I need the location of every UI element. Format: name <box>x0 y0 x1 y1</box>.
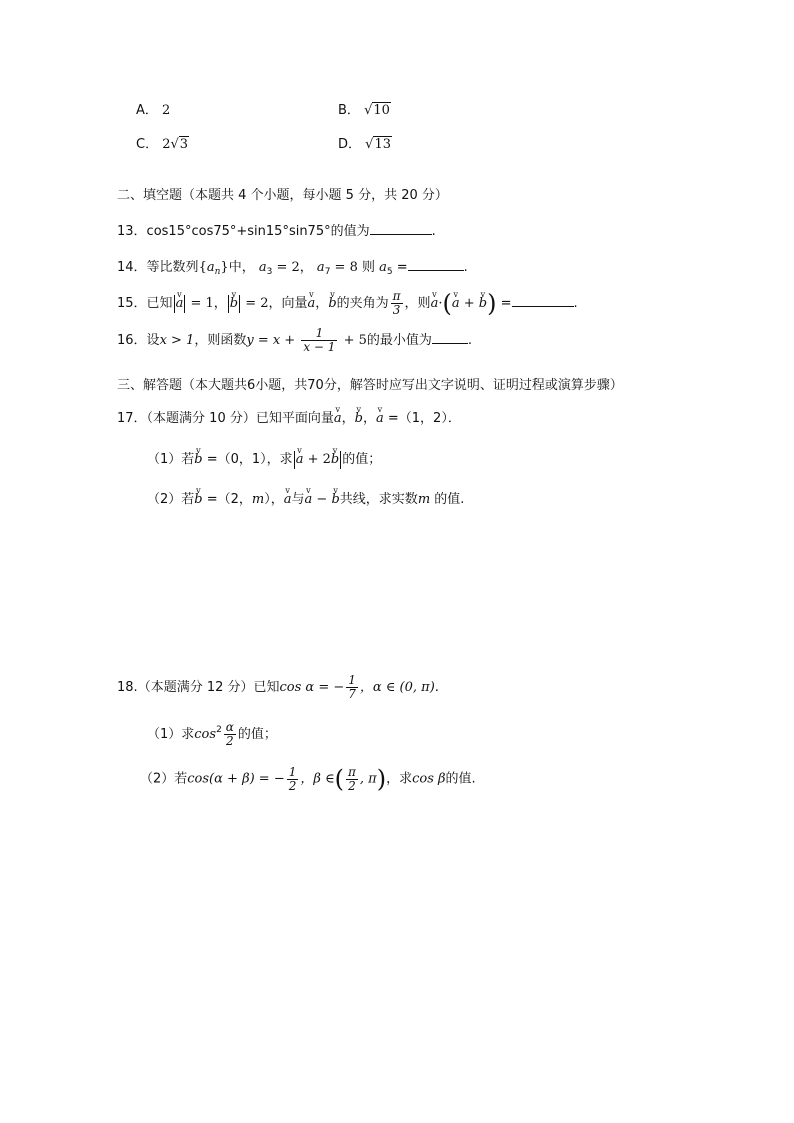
q15-t2: 的夹角为 <box>336 296 389 311</box>
q17-num: 17． <box>117 411 147 426</box>
question-15: 15．已知v a = 1，v b = 2，向量v a，v b的夹角为 $\frac{\pi}{3}$ ，则v a·(v a + v b) = . <box>117 290 578 317</box>
q18-num: 18. <box>117 680 138 695</box>
option-d <box>338 136 392 154</box>
q13-text: cos15°cos75°+sin15°sin75°的值为 <box>146 224 370 239</box>
option-d-label: D． <box>338 137 362 152</box>
q17-part2: （2）若v b =（2，m），v a与v a − v b共线，求实数m 的值. <box>147 491 464 509</box>
q17-p1-label: （1）若 <box>147 452 195 467</box>
q15-vec-b: v b <box>230 293 238 315</box>
q14-cond2: a <box>316 260 325 275</box>
q13-num: 13． <box>117 224 147 239</box>
q15-blank <box>512 294 574 307</box>
question-16: 16．设x > 1，则函数y = x + $\frac{1}{x - 1}$ + 5的最小值为 . <box>117 326 473 354</box>
q17-p2-label: （2）若 <box>147 492 195 507</box>
question-13: 13．cos15°cos75°+sin15°sin75°的值为 . <box>117 224 436 239</box>
q13-blank <box>370 222 432 235</box>
q14-text2: 中， <box>228 260 255 275</box>
q16-func: y = x + <box>246 333 300 348</box>
q16-cond: x > 1 <box>159 333 195 348</box>
option-b <box>338 102 391 120</box>
q14-ask: a <box>379 260 387 275</box>
option-c-label: C． <box>136 137 159 152</box>
section2-heading: 二、填空题（本题共 4 个小题，每小题 5 分，共 20 分） <box>117 188 448 203</box>
option-a <box>136 102 170 120</box>
q16-t1: 设 <box>146 333 160 348</box>
option-b-label: B． <box>338 103 360 118</box>
q18-head: （本题满分 12 分）已知 <box>137 680 280 695</box>
q18-frac-12: $\frac{1}{2}$ <box>288 764 297 793</box>
q15-t1: 已知 <box>146 296 173 311</box>
q18-frac-17: $\frac{1}{7}$ <box>348 673 356 701</box>
option-c <box>136 136 189 154</box>
q18-p1-label: （1）求 <box>147 727 195 742</box>
option-a-label: A． <box>136 103 158 118</box>
q17-head: （本题满分 10 分）已知平面向量 <box>146 411 334 426</box>
q18-frac-pi2: $\frac{\pi}{2}$ <box>348 764 356 793</box>
question-18: 18.（本题满分 12 分）已知cos α = − $\frac{1}{7}$ ，α ∈ (0, π). <box>117 673 439 701</box>
q18-frac-alpha2: $\frac{\alpha}{2}$ <box>225 720 234 748</box>
option-c-coef: 2 <box>162 137 171 152</box>
question-14: 14．等比数列$\{a_n\}$中， $a_3 = 2$， $a_7 = 8$ 则 $a_5$ = . <box>117 260 468 277</box>
q18-cos-a: cos α = − <box>279 680 345 695</box>
q14-text1: 等比数列 <box>146 260 199 275</box>
q15-frac-pi3: $\frac{\pi}{3}$ <box>392 289 401 317</box>
q14-blank <box>408 258 464 271</box>
q18-p2-label: （2）若 <box>140 771 188 787</box>
q15-num: 15． <box>117 296 147 311</box>
question-17: 17．（本题满分 10 分）已知平面向量v a，v b，v a =（1，2）． <box>117 410 461 428</box>
section3-heading: 三、解答题（本大题共6小题，共70分，解答时应写出文字说明、证明过程或演算步骤） <box>117 378 623 393</box>
q14-num: 14． <box>117 260 147 275</box>
q15-vec-a: v a <box>176 293 184 315</box>
q17-part1: （1）若v b =（0，1），求v a + 2v b 的值； <box>147 449 381 471</box>
q18-part2: （2）若cos(α + β) = − $\frac{1}{2}$ ，β ∈( $\frac{\pi}{2}$ , π)，求cos β的值. <box>140 764 476 793</box>
option-a-value: 2 <box>162 103 171 118</box>
q14-seq: a <box>206 260 215 275</box>
option-d-sqrt: √13 <box>365 137 391 152</box>
q16-num: 16． <box>117 333 147 348</box>
q16-blank <box>432 331 468 344</box>
q14-cond1: a <box>258 260 267 275</box>
q16-frac: $\frac{1}{x - 1}$ <box>303 326 336 354</box>
q18-part1: （1）求$\cos^2$ $\frac{\alpha}{2}$ 的值； <box>147 720 277 748</box>
option-b-sqrt: √10 <box>364 103 390 118</box>
option-c-sqrt: √3 <box>170 137 189 152</box>
